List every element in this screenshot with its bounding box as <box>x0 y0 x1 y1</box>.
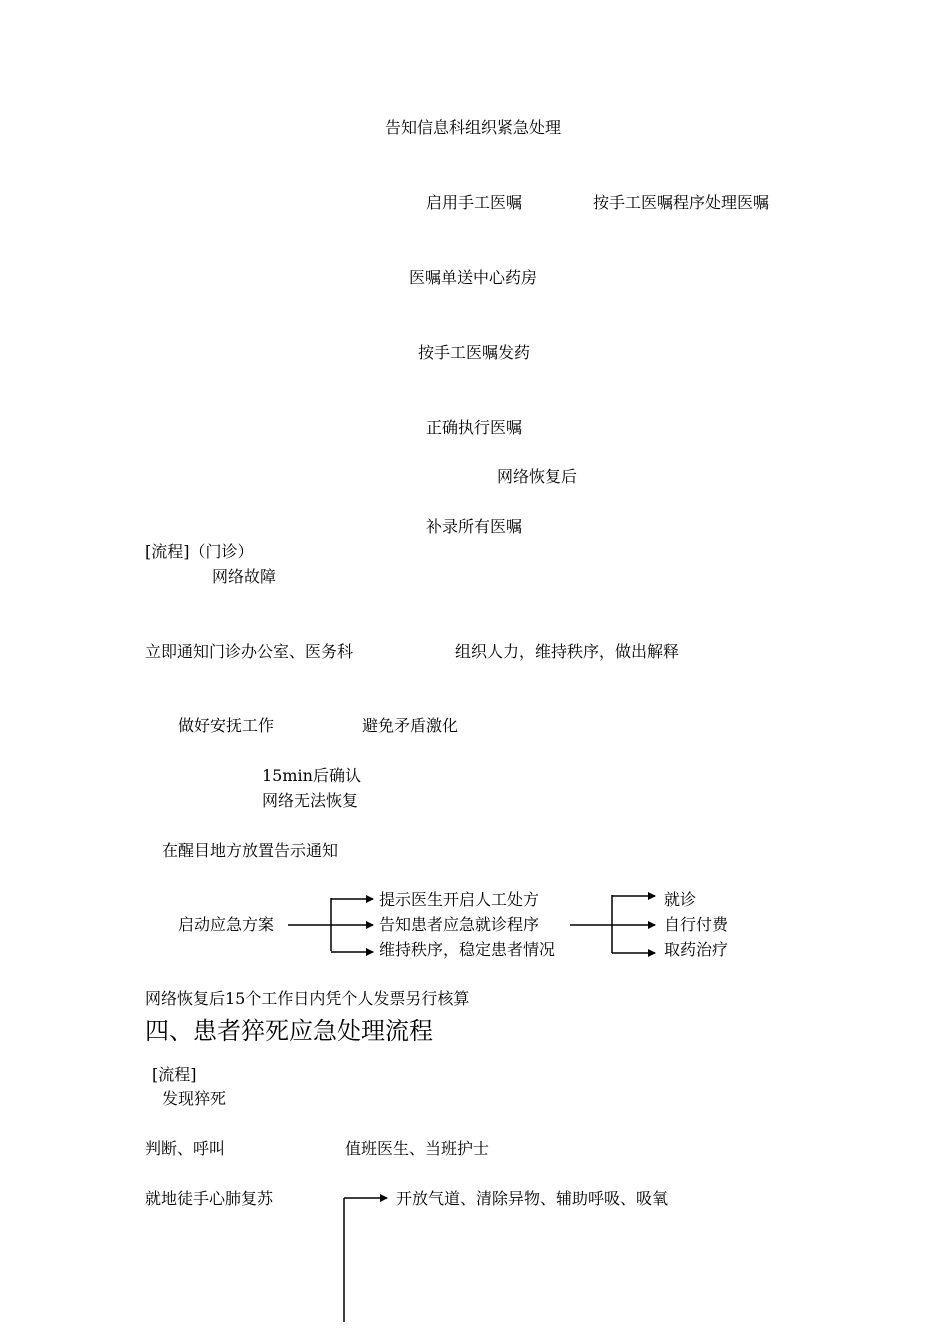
step-execute: 正确执行医嘱 <box>426 418 523 437</box>
step-network-fault: 网络故障 <box>212 567 277 586</box>
step-organize: 组织人力，维持秩序，做出解释 <box>455 642 680 661</box>
step-avoid-conflict: 避免矛盾激化 <box>362 716 459 735</box>
step-manual-orders: 启用手工医嘱 <box>426 193 523 212</box>
step-discover: 发现猝死 <box>162 1089 227 1108</box>
outpatient-flow-label: [流程]（门诊） <box>145 542 254 561</box>
step-notify-office: 立即通知门诊办公室、医务科 <box>145 642 354 661</box>
step-cpr: 就地徒手心肺复苏 <box>145 1189 274 1208</box>
step-dispense: 按手工医嘱发药 <box>418 343 531 362</box>
patient-item-visit: 就诊 <box>664 890 697 909</box>
step-notify-it: 告知信息科组织紧急处理 <box>385 118 562 137</box>
step-start-plan: 启动应急方案 <box>178 915 275 934</box>
step-backfill: 补录所有医嘱 <box>426 517 523 536</box>
step-confirm-15min: 15min后确认 <box>262 766 361 785</box>
patient-item-pay: 自行付费 <box>664 915 729 934</box>
step-network-restored: 网络恢复后 <box>497 467 578 486</box>
step-comfort: 做好安抚工作 <box>178 716 275 735</box>
plan-item-patient: 告知患者应急就诊程序 <box>379 915 540 934</box>
invoice-note: 网络恢复后15个工作日内凭个人发票另行核算 <box>145 989 470 1008</box>
plan-item-doctor: 提示医生开启人工处方 <box>379 890 540 909</box>
step-airway: 开放气道、清除异物、辅助呼吸、吸氧 <box>396 1189 669 1208</box>
step-send-pharmacy: 医嘱单送中心药房 <box>409 268 538 287</box>
step-cannot-restore: 网络无法恢复 <box>262 791 359 810</box>
section4-flow-label: [流程] <box>152 1065 197 1084</box>
section4-heading: 四、患者猝死应急处理流程 <box>145 1017 433 1045</box>
patient-item-medicine: 取药治疗 <box>664 940 729 959</box>
step-judge: 判断、呼叫 <box>145 1139 226 1158</box>
step-manual-procedure: 按手工医嘱程序处理医嘱 <box>593 193 770 212</box>
step-post-notice: 在醒目地方放置告示通知 <box>162 841 339 860</box>
step-on-duty: 值班医生、当班护士 <box>345 1139 490 1158</box>
plan-item-order: 维持秩序，稳定患者情况 <box>379 940 556 959</box>
